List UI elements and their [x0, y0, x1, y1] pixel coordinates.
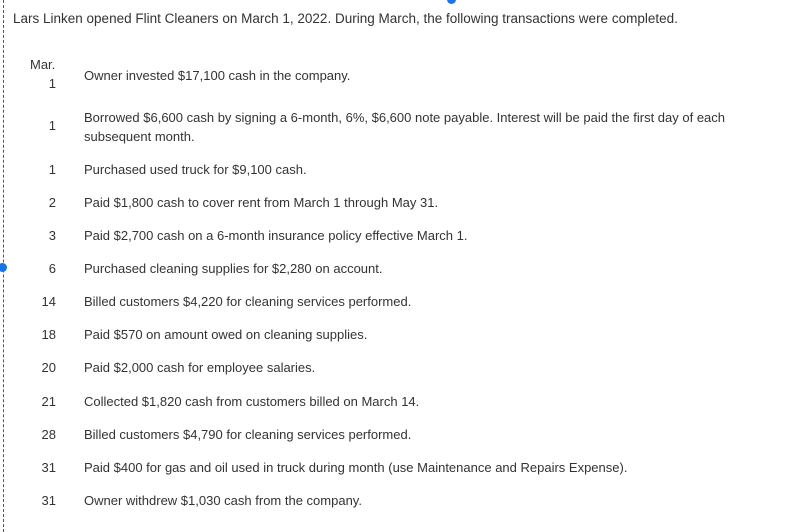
transaction-text: Paid $400 for gas and oil used in truck during month (use Maintenance and Repairs Expense).	[84, 460, 628, 475]
transaction-day: 3	[48, 228, 56, 243]
transaction-day: 1	[48, 76, 56, 91]
transaction-text: Collected $1,820 cash from customers billed on March 14.	[84, 394, 420, 409]
transaction-text: Paid $2,700 cash on a 6-month insurance policy effective March 1.	[84, 228, 468, 243]
transaction-text: Borrowed $6,600 cash by signing a 6-month, 6%, $6,600 note payable. Interest will be paid the first day of each subsequent month.	[84, 110, 726, 144]
transaction-text: Owner invested $17,100 cash in the company.	[84, 68, 351, 83]
transaction-text: Billed customers $4,790 for cleaning services performed.	[84, 427, 412, 442]
transaction-text: Billed customers $4,220 for cleaning services performed.	[84, 294, 412, 309]
transaction-day: 1	[48, 162, 56, 177]
transaction-day: 1	[48, 118, 56, 133]
transaction-text: Owner withdrew $1,030 cash from the company.	[84, 493, 362, 508]
transaction-text: Paid $2,000 cash for employee salaries.	[84, 360, 316, 375]
transaction-day: 2	[48, 195, 56, 210]
transaction-day: 14	[41, 294, 56, 309]
transaction-text: Purchased used truck for $9,100 cash.	[84, 162, 307, 177]
transaction-day: 28	[41, 427, 56, 442]
transaction-day: 20	[41, 360, 56, 375]
month-label: Mar.	[30, 57, 56, 72]
transaction-day: 21	[41, 394, 56, 409]
resize-handle-top[interactable]	[447, 0, 456, 4]
transaction-day: 31	[41, 493, 56, 508]
transaction-text: Purchased cleaning supplies for $2,280 on account.	[84, 261, 383, 276]
transaction-day: 18	[41, 327, 56, 342]
transaction-day: 31	[41, 460, 56, 475]
transaction-text: Paid $570 on amount owed on cleaning supplies.	[84, 327, 368, 342]
transaction-day: 6	[48, 261, 56, 276]
transaction-text: Paid $1,800 cash to cover rent from March 1 through May 31.	[84, 195, 439, 210]
problem-intro: Lars Linken opened Flint Cleaners on March 1, 2022. During March, the following transactions were completed.	[13, 11, 678, 26]
